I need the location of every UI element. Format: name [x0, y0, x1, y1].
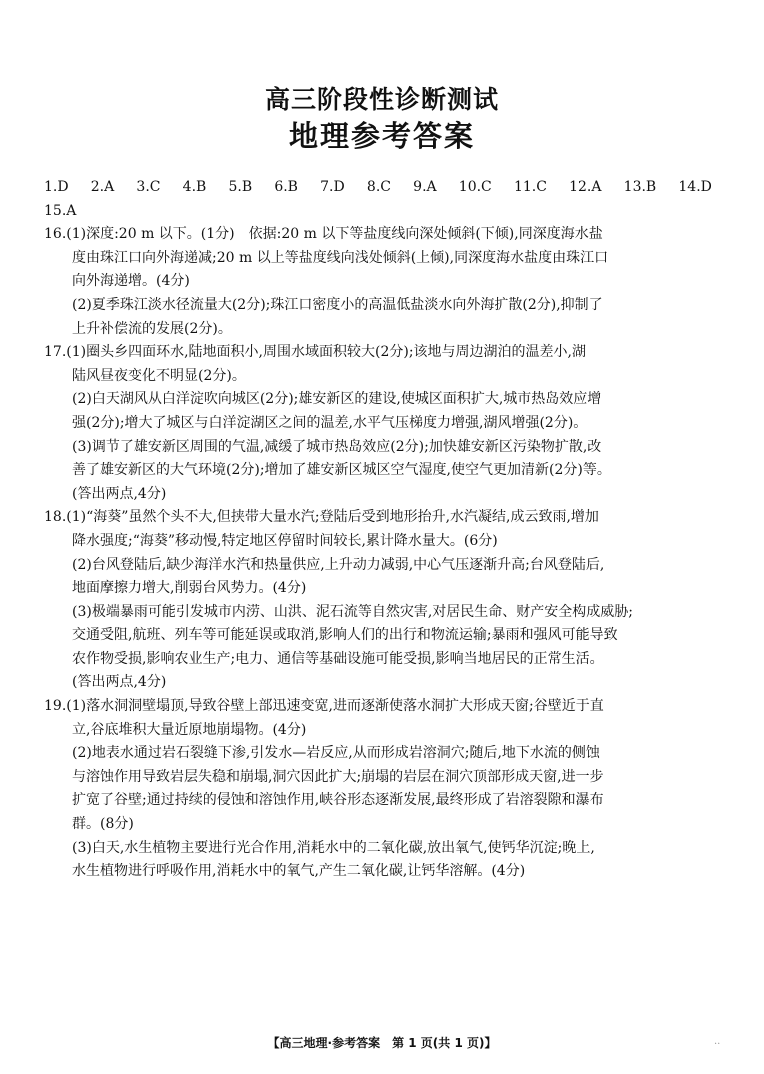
answer-line: (答出两点,4分)	[72, 674, 167, 691]
choice-answer: 13.B	[623, 179, 657, 195]
answer-line: 上升补偿流的发展(2分)。	[72, 320, 232, 337]
answer-line: 群。(8分)	[72, 816, 134, 833]
answer-line: 度由珠江口向外海递减;20 m 以上等盐度线向浅处倾斜(上倾),同深度海水盐度由珠江口	[72, 249, 609, 266]
answer-line: 立,谷底堆积大量近原地崩塌物。(4分)	[72, 721, 307, 738]
answer-line: 善了雄安新区的大气环境(2分);增加了雄安新区城区空气湿度,使空气更加清新(2分)等。	[72, 462, 611, 479]
exam-title: 高三阶段性诊断测试	[264, 85, 499, 114]
choice-answer: 14.D	[678, 179, 712, 195]
choice-answer: 6.B	[274, 179, 298, 195]
answer-line: (3)调节了雄安新区周围的气温,减缓了城市热岛效应(2分);加快雄安新区污染物扩散,改	[72, 438, 602, 455]
choice-answer: 10.C	[458, 179, 492, 195]
choice-answer: 5.B	[228, 179, 253, 195]
answer-content	[44, 176, 712, 884]
corner-mark: ..	[714, 1036, 721, 1047]
answer-line: 陆风昼夜变化不明显(2分)。	[72, 367, 246, 384]
answer-line: (答出两点,4分)	[72, 485, 167, 502]
choice-answer: 4.B	[182, 179, 207, 195]
answer-line: (3)白天,水生植物主要进行光合作用,消耗水中的二氧化碳,放出氧气,使钙华沉淀;晚上,	[72, 839, 595, 856]
choice-answers	[44, 176, 712, 200]
answer-line: (2)夏季珠江淡水径流量大(2分);珠江口密度小的高温低盐淡水向外海扩散(2分),抑制了	[72, 296, 603, 313]
answer-line: 扩宽了谷壁;通过持续的侵蚀和溶蚀作用,峡谷形态逐渐发展,最终形成了岩溶裂隙和瀑布	[72, 792, 604, 809]
answer-line: 18.(1)“海葵”虽然个头不大,但挟带大量水汽;登陆后受到地形抬升,水汽凝结,成云致雨,增加	[44, 509, 599, 526]
answer-line: 向外海递增。(4分)	[72, 273, 190, 290]
answer-line: (2)台风登陆后,缺少海洋水汽和热量供应,上升动力减弱,中心气压逐渐升高;台风登陆后,	[72, 556, 605, 573]
answer-line: 交通受阻,航班、列车等可能延误或取消,影响人们的出行和物流运输;暴雨和强风可能导致	[72, 627, 618, 644]
choice-answer: 1.D	[44, 179, 69, 195]
choice-answer: 12.A	[569, 179, 602, 195]
answer-subtitle: 地理参考答案	[288, 119, 475, 153]
answer-line: 19.(1)落水洞洞壁塌顶,导致谷壁上部迅速变宽,进而逐渐使落水洞扩大形成天窗;谷壁近于直	[44, 698, 604, 715]
answer-line: (3)极端暴雨可能引发城市内涝、山洪、泥石流等自然灾害,对居民生命、财产安全构成威胁;	[72, 603, 633, 620]
choice-answer: 3.C	[136, 179, 161, 195]
answer-line: 与溶蚀作用导致岩层失稳和崩塌,洞穴因此扩大;崩塌的岩层在洞穴顶部形成天窗,进一步	[72, 768, 604, 785]
answer-line: 16.(1)深度:20 m 以下。(1分) 依据:20 m 以下等盐度线向深处倾斜(下倾),同深度海水盐	[44, 226, 603, 243]
choice-answer-15: 15.A	[44, 202, 77, 219]
answer-line: 农作物受损,影响农业生产;电力、通信等基础设施可能受损,影响当地居民的正常生活。	[72, 650, 604, 667]
answer-line: 降水强度;“海葵”移动慢,特定地区停留时间较长,累计降水量大。(6分)	[72, 532, 498, 549]
answer-line: 地面摩擦力增大,削弱台风势力。(4分)	[72, 580, 307, 597]
choice-answer: 2.A	[90, 179, 115, 195]
page-footer: 【高三地理·参考答案 第 1 页(共 1 页)】	[267, 1036, 497, 1050]
question-19	[44, 695, 704, 884]
answer-line: 17.(1)圈头乡四面环水,陆地面积小,周围水域面积较大(2分);该地与周边湖泊的温差小,湖	[44, 344, 586, 361]
answer-line: (2)白天湖风从白洋淀吹向城区(2分);雄安新区的建设,使城区面积扩大,城市热岛效应增	[72, 391, 602, 408]
choice-answer: 8.C	[366, 179, 391, 195]
answer-line: (2)地表水通过岩石裂缝下渗,引发水—岩反应,从而形成岩溶洞穴;随后,地下水流的侧蚀	[72, 745, 600, 762]
question-18	[44, 506, 704, 695]
question-16	[44, 223, 704, 341]
choice-answer: 11.C	[513, 179, 547, 195]
question-17	[44, 341, 704, 506]
answer-line: 强(2分);增大了城区与白洋淀湖区之间的温差,水平气压梯度力增强,湖风增强(2分)。	[72, 414, 588, 431]
choice-answer: 9.A	[413, 179, 437, 195]
choice-answer: 7.D	[320, 179, 345, 195]
answer-line: 水生植物进行呼吸作用,消耗水中的氧气,产生二氧化碳,让钙华溶解。(4分)	[72, 863, 526, 880]
